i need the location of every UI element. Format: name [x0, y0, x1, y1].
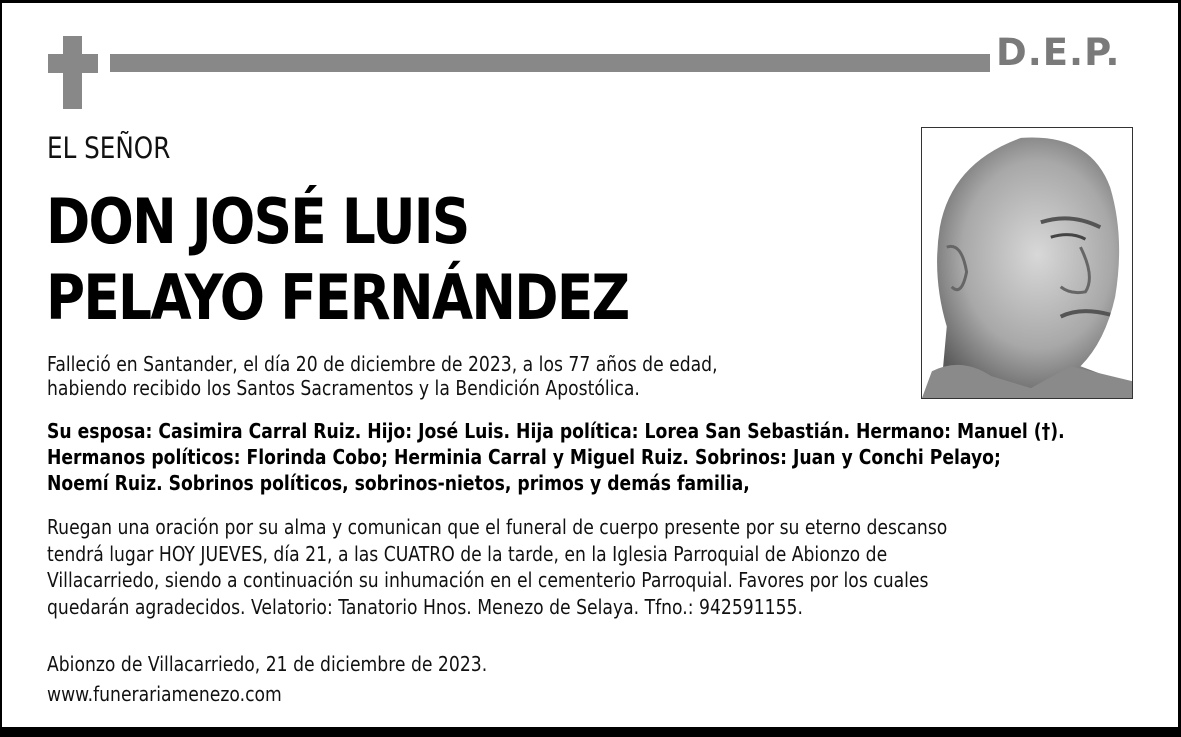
death-notice-line: Falleció en Santander, el día 20 de diciembre de 2023, a los 77 años de edad, — [47, 352, 718, 376]
death-notice — [47, 352, 718, 400]
family-list — [47, 418, 1065, 496]
funeral-details — [47, 514, 947, 620]
portrait-photo — [921, 127, 1133, 399]
dep-initials: D.E.P. — [996, 31, 1121, 74]
website-link[interactable]: www.funerariamenezo.com — [47, 682, 282, 706]
portrait-image — [922, 128, 1132, 398]
header-rule — [110, 54, 990, 72]
funeral-line: Villacarriedo, siendo a continuación su inhumación en el cementerio Parroquial. Favores por los cuales — [47, 568, 929, 592]
family-line: Hermanos políticos: Florinda Cobo; Herminia Carral y Miguel Ruiz. Sobrinos: Juan y Conchi Pelayo; — [47, 445, 1001, 469]
bottom-border — [0, 727, 1181, 737]
deceased-prefix: EL SEÑOR — [47, 131, 171, 165]
deceased-name-line1: DON JOSÉ LUIS — [46, 185, 469, 258]
family-line: Su esposa: Casimira Carral Ruiz. Hijo: José Luis. Hija política: Lorea San Sebastián. Hermano: Manuel (†). — [47, 419, 1065, 443]
deceased-name — [46, 184, 628, 336]
family-line: Noemí Ruiz. Sobrinos políticos, sobrinos-nietos, primos y demás familia, — [47, 471, 750, 495]
cross-horizontal-bar — [48, 54, 98, 73]
funeral-line: tendrá lugar HOY JUEVES, día 21, a las CUATRO de la tarde, en la Iglesia Parroquial de Abionzo de — [47, 541, 888, 566]
funeral-line: Ruegan una oración por su alma y comunican que el funeral de cuerpo presente por su eterno descanso — [47, 515, 948, 539]
deceased-name-line2: PELAYO FERNÁNDEZ — [46, 261, 629, 334]
death-notice-line: habiendo recibido los Santos Sacramentos y la Bendición Apostólica. — [47, 376, 640, 400]
place-date: Abionzo de Villacarriedo, 21 de diciembre de 2023. — [47, 652, 488, 676]
funeral-line: quedarán agradecidos. Velatorio: Tanatorio Hnos. Menezo de Selaya. Tfno.: 942591155. — [47, 594, 803, 619]
